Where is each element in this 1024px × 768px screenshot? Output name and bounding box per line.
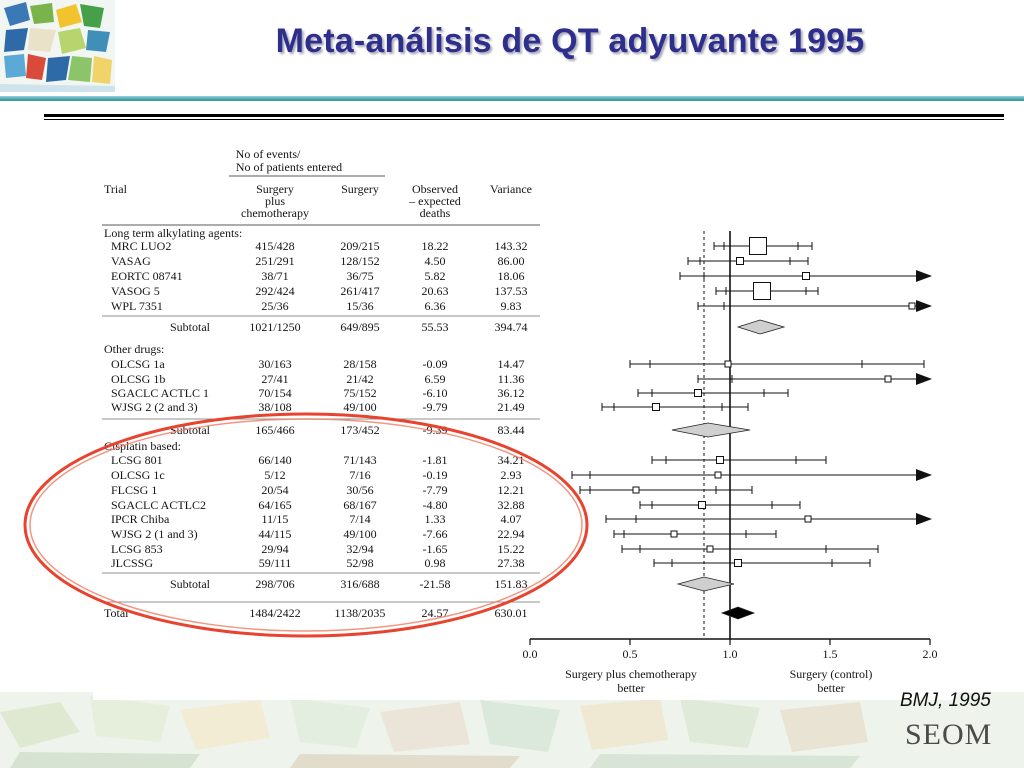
x-axis — [523, 639, 938, 661]
forest-plot-figure — [93, 136, 955, 700]
row-cell-oe: -21.58 — [419, 577, 451, 591]
row-label: WPL 7351 — [111, 299, 163, 313]
row-cell-var: 14.47 — [497, 357, 525, 371]
footer-mosaic — [0, 692, 1024, 768]
row-cell-sc: 29/94 — [261, 542, 289, 556]
row-label: Cisplatin based: — [104, 439, 181, 453]
forest-point — [630, 360, 924, 368]
row-cell-oe: 5.82 — [424, 269, 446, 283]
header-rule — [44, 114, 1004, 117]
row-cell-oe: -0.09 — [422, 357, 448, 371]
forest-point — [698, 373, 932, 385]
row-cell-var: 34.21 — [497, 453, 525, 467]
row-cell-sc: 38/71 — [261, 269, 289, 283]
forest-point — [654, 559, 870, 567]
row-cell-sc: 1484/2422 — [249, 606, 301, 620]
ci-arrow — [916, 513, 932, 525]
point-square — [750, 238, 767, 255]
row-cell-sc: 11/15 — [261, 512, 289, 526]
x-tick-label: 2.0 — [922, 647, 938, 661]
row-cell-oe: -9.39 — [422, 423, 448, 437]
title-accent-bar — [0, 96, 1024, 101]
forest-point — [572, 469, 932, 481]
row-cell-oe: 1.33 — [424, 512, 446, 526]
row-cell-s: 28/158 — [343, 357, 377, 371]
point-square — [805, 516, 811, 522]
row-cell-sc: 59/111 — [258, 556, 292, 570]
forest-point — [678, 577, 734, 591]
row-cell-sc: 251/291 — [255, 254, 295, 268]
x-tick-label: 1.0 — [722, 647, 738, 661]
row-label: FLCSG 1 — [111, 483, 158, 497]
seom-logo: SEOM — [905, 718, 993, 751]
pooled-diamond — [722, 607, 754, 619]
row-cell-oe: -1.81 — [422, 453, 448, 467]
axis-left-label-2: better — [617, 681, 645, 695]
row-cell-sc: 44/115 — [258, 527, 292, 541]
forest-point — [722, 607, 754, 619]
axis-left-label-1: Surgery plus chemotherapy — [565, 667, 697, 681]
row-label: Total — [104, 606, 129, 620]
header-group-2: No of patients entered — [235, 160, 343, 174]
row-cell-sc: 30/163 — [258, 357, 292, 371]
row-cell-s: 173/452 — [340, 423, 380, 437]
forest-point — [606, 513, 932, 525]
row-cell-var: 21.49 — [497, 400, 525, 414]
row-cell-s: 7/14 — [349, 512, 371, 526]
row-label: VASOG 5 — [111, 284, 160, 298]
row-label: IPCR Chiba — [111, 512, 170, 526]
row-cell-s: 7/16 — [349, 468, 371, 482]
row-cell-s: 75/152 — [343, 386, 377, 400]
row-cell-var: 18.06 — [497, 269, 525, 283]
row-label: SGACLC ACTLC 1 — [111, 386, 210, 400]
row-cell-oe: 6.36 — [424, 299, 446, 313]
point-square — [695, 390, 702, 397]
row-cell-s: 52/98 — [346, 556, 374, 570]
row-cell-s: 209/215 — [340, 239, 380, 253]
table-body — [102, 226, 540, 620]
row-cell-s: 15/36 — [346, 299, 374, 313]
row-cell-var: 86.00 — [497, 254, 525, 268]
point-square — [803, 273, 810, 280]
row-cell-sc: 66/140 — [258, 453, 292, 467]
row-cell-oe: 24.57 — [421, 606, 449, 620]
point-square — [671, 531, 677, 537]
row-cell-sc: 70/154 — [258, 386, 292, 400]
row-cell-var: 151.83 — [494, 577, 528, 591]
row-cell-sc: 25/36 — [261, 299, 289, 313]
point-square — [885, 376, 891, 382]
forest-point — [614, 530, 776, 538]
row-cell-s: 1138/2035 — [334, 606, 386, 620]
row-cell-sc: 1021/1250 — [249, 320, 301, 334]
mosaic-logo — [0, 0, 115, 92]
row-cell-oe: -1.65 — [422, 542, 448, 556]
row-label: Long term alkylating agents: — [104, 226, 243, 240]
x-tick-label: 1.5 — [822, 647, 838, 661]
row-label: WJSG 2 (1 and 3) — [111, 527, 198, 541]
row-cell-sc: 27/41 — [261, 372, 289, 386]
row-cell-sc: 165/466 — [255, 423, 295, 437]
forest-point — [714, 238, 812, 255]
row-cell-var: 2.93 — [500, 468, 522, 482]
row-label: SGACLC ACTLC2 — [111, 498, 207, 512]
point-square — [717, 457, 724, 464]
header-oe-3: deaths — [419, 206, 451, 220]
slide-title: Meta-análisis de QT adyuvante 1995 — [275, 22, 865, 60]
row-cell-s: 128/152 — [340, 254, 380, 268]
header-oe-1: Observed — [412, 182, 458, 196]
row-cell-sc: 292/424 — [255, 284, 295, 298]
row-cell-oe: 18.22 — [421, 239, 449, 253]
forest-point — [688, 257, 808, 265]
x-tick-label: 0.0 — [522, 647, 538, 661]
row-label: EORTC 08741 — [111, 269, 183, 283]
row-cell-oe: -7.66 — [422, 527, 448, 541]
forest-plot-marks — [572, 231, 932, 639]
ci-arrow — [916, 270, 932, 282]
row-cell-oe: -6.10 — [422, 386, 448, 400]
forest-point — [602, 403, 748, 411]
row-cell-oe: 6.59 — [424, 372, 446, 386]
row-label: WJSG 2 (2 and 3) — [111, 400, 198, 414]
forest-point — [716, 283, 818, 300]
forest-point — [580, 486, 752, 494]
header-sc-3: chemotherapy — [241, 206, 309, 220]
ci-arrow — [916, 469, 932, 481]
forest-point — [698, 300, 932, 312]
x-tick-label: 0.5 — [622, 647, 638, 661]
row-cell-sc: 5/12 — [264, 468, 286, 482]
row-cell-s: 36/75 — [346, 269, 374, 283]
forest-point — [672, 423, 750, 437]
row-cell-var: 15.22 — [497, 542, 525, 556]
row-cell-sc: 64/165 — [258, 498, 292, 512]
row-cell-sc: 38/108 — [258, 400, 292, 414]
row-cell-s: 32/94 — [346, 542, 374, 556]
forest-point — [622, 545, 878, 553]
row-cell-sc: 20/54 — [261, 483, 289, 497]
row-cell-var: 32.88 — [497, 498, 525, 512]
row-cell-oe: -9.79 — [422, 400, 448, 414]
axis-right-label-2: better — [817, 681, 845, 695]
ci-arrow — [916, 300, 932, 312]
row-label: LCSG 801 — [111, 453, 163, 467]
row-label: Subtotal — [170, 423, 211, 437]
row-cell-sc: 298/706 — [255, 577, 295, 591]
row-label: OLCSG 1c — [111, 468, 165, 482]
row-label: Subtotal — [170, 320, 211, 334]
header-rule-thin — [44, 119, 1004, 120]
row-label: LCSG 853 — [111, 542, 163, 556]
row-cell-oe: -7.79 — [422, 483, 448, 497]
pooled-diamond — [678, 577, 734, 591]
header-trial: Trial — [104, 182, 127, 196]
row-cell-oe: -0.19 — [422, 468, 448, 482]
row-cell-var: 143.32 — [494, 239, 528, 253]
row-cell-var: 11.36 — [497, 372, 525, 386]
forest-point — [640, 501, 800, 509]
row-cell-var: 83.44 — [497, 423, 525, 437]
row-cell-var: 630.01 — [494, 606, 528, 620]
forest-point — [680, 270, 932, 282]
header-group-1: No of events/ — [235, 147, 301, 161]
forest-plot-svg — [93, 136, 955, 700]
row-label: Other drugs: — [104, 342, 165, 356]
row-cell-s: 49/100 — [343, 400, 377, 414]
row-label: OLCSG 1b — [111, 372, 166, 386]
row-cell-var: 36.12 — [497, 386, 525, 400]
row-cell-s: 68/167 — [343, 498, 377, 512]
point-square — [653, 404, 660, 411]
row-cell-var: 12.21 — [497, 483, 525, 497]
row-cell-oe: 0.98 — [424, 556, 446, 570]
forest-point — [738, 320, 784, 334]
row-cell-oe: 4.50 — [424, 254, 446, 268]
point-square — [707, 546, 713, 552]
forest-point — [638, 389, 788, 397]
row-cell-oe: -4.80 — [422, 498, 448, 512]
row-label: VASAG — [111, 254, 151, 268]
point-square — [754, 283, 771, 300]
header-variance: Variance — [490, 182, 532, 196]
point-square — [633, 487, 639, 493]
row-cell-var: 22.94 — [497, 527, 525, 541]
row-cell-s: 261/417 — [340, 284, 380, 298]
row-cell-oe: 20.63 — [421, 284, 449, 298]
row-cell-s: 71/143 — [343, 453, 377, 467]
point-square — [699, 502, 706, 509]
row-cell-s: 21/42 — [346, 372, 374, 386]
point-square — [725, 361, 731, 367]
header-oe-2: – expected — [409, 194, 461, 208]
row-label: OLCSG 1a — [111, 357, 165, 371]
row-cell-s: 649/895 — [340, 320, 380, 334]
row-cell-oe: 55.53 — [421, 320, 449, 334]
point-square — [737, 258, 744, 265]
row-cell-var: 4.07 — [500, 512, 522, 526]
row-cell-sc: 415/428 — [255, 239, 295, 253]
row-cell-s: 30/56 — [346, 483, 374, 497]
row-label: MRC LUO2 — [111, 239, 172, 253]
row-label: JLCSSG — [111, 556, 154, 570]
row-label: Subtotal — [170, 577, 211, 591]
row-cell-var: 137.53 — [494, 284, 528, 298]
row-cell-var: 394.74 — [494, 320, 528, 334]
point-square — [735, 560, 742, 567]
row-cell-var: 27.38 — [497, 556, 525, 570]
row-cell-var: 9.83 — [500, 299, 522, 313]
header-surgery: Surgery — [341, 182, 379, 196]
point-square — [715, 472, 721, 478]
pooled-diamond — [672, 423, 750, 437]
pooled-diamond — [738, 320, 784, 334]
point-square — [909, 303, 915, 309]
axis-right-label-1: Surgery (control) — [789, 667, 873, 681]
header-sc-2: plus — [264, 194, 286, 208]
forest-point — [652, 456, 826, 464]
row-cell-s: 49/100 — [343, 527, 377, 541]
ci-arrow — [916, 373, 932, 385]
header-sc-1: Surgery — [256, 182, 294, 196]
citation: BMJ, 1995 — [900, 690, 991, 711]
row-cell-s: 316/688 — [340, 577, 380, 591]
